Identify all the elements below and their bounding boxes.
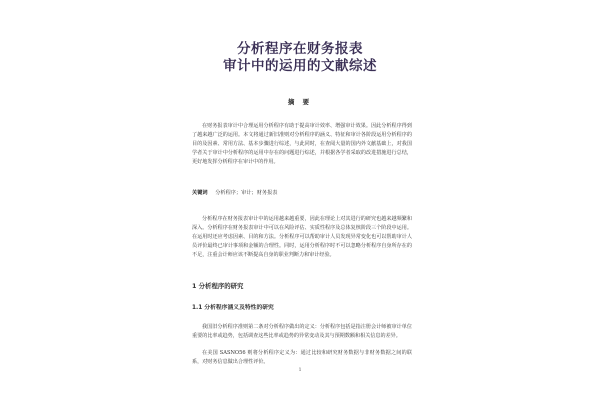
keywords-text: 分析程序；审计；财务报表 (215, 190, 278, 196)
body-paragraph-3: 在美国 SASNO56 则将分析程序定义为：通过比较和研究财务数据与非财务数据之间的联系，对财务信息做出合理性评价。 (192, 350, 412, 365)
document-title-line-2: 审计中的运用的文献综述 (223, 58, 377, 74)
body-paragraph-2: 我国旧分析程序准则第二条对分析程序做出的定义：分析程序包括是指注册会计师被审计单位重要的比率或趋势，包括调查这些比率或趋势的异常变动及其与预期数额和相关信息的差异。 (192, 324, 412, 339)
page-number: 1 (298, 368, 302, 373)
section-heading-1-1: 1.1 分析程序涵义及特性的研究 (192, 305, 274, 311)
abstract-paragraph: 在财务报表审计中合理运用分析程序有助于提高审计效率、增强审计效果。因此分析程序得到了越来越广泛的运用。本文将通过新旧准则对分析程序的涵义、特征和审计各阶段运用分析程序的目的及因素、常用方法、基本步骤进行综述，与此同时，在查阅大量的国内外文献基础上，对我国学者关于审计中分析程序的运用中存在的问题进行综述，并根据各学者采取的改进措施进行总结，更好地发挥分析程序在审计中的作用。 (192, 123, 412, 165)
keywords-label: 关键词 (192, 190, 208, 196)
document-title-line-1: 分析程序在财务报表 (237, 41, 363, 57)
body-paragraph-1: 分析程序在财务报表审计中的运用越来越重要，因此在理论上对其进行的研究也越来越频繁和深入。分析程序在财务报表审计中可以在风险评估、实质性程序及总体复核阶段三个阶段中运用。在运用时还应考虑因素、目的和方法。分析程序可以帮助审计人员发现异常变化也可以帮助审计人员评价最终已审计事项和金额的合理性。同时，运用分析程序时不可以忽略分析程序自身所存在的不足，注重会计师应该不断提高自身的职业判断力和审计经验。 (192, 216, 412, 258)
keywords-line (192, 189, 412, 196)
section-heading-1: 1 分析程序的研究 (192, 282, 244, 290)
abstract-heading: 摘 要 (287, 98, 313, 106)
